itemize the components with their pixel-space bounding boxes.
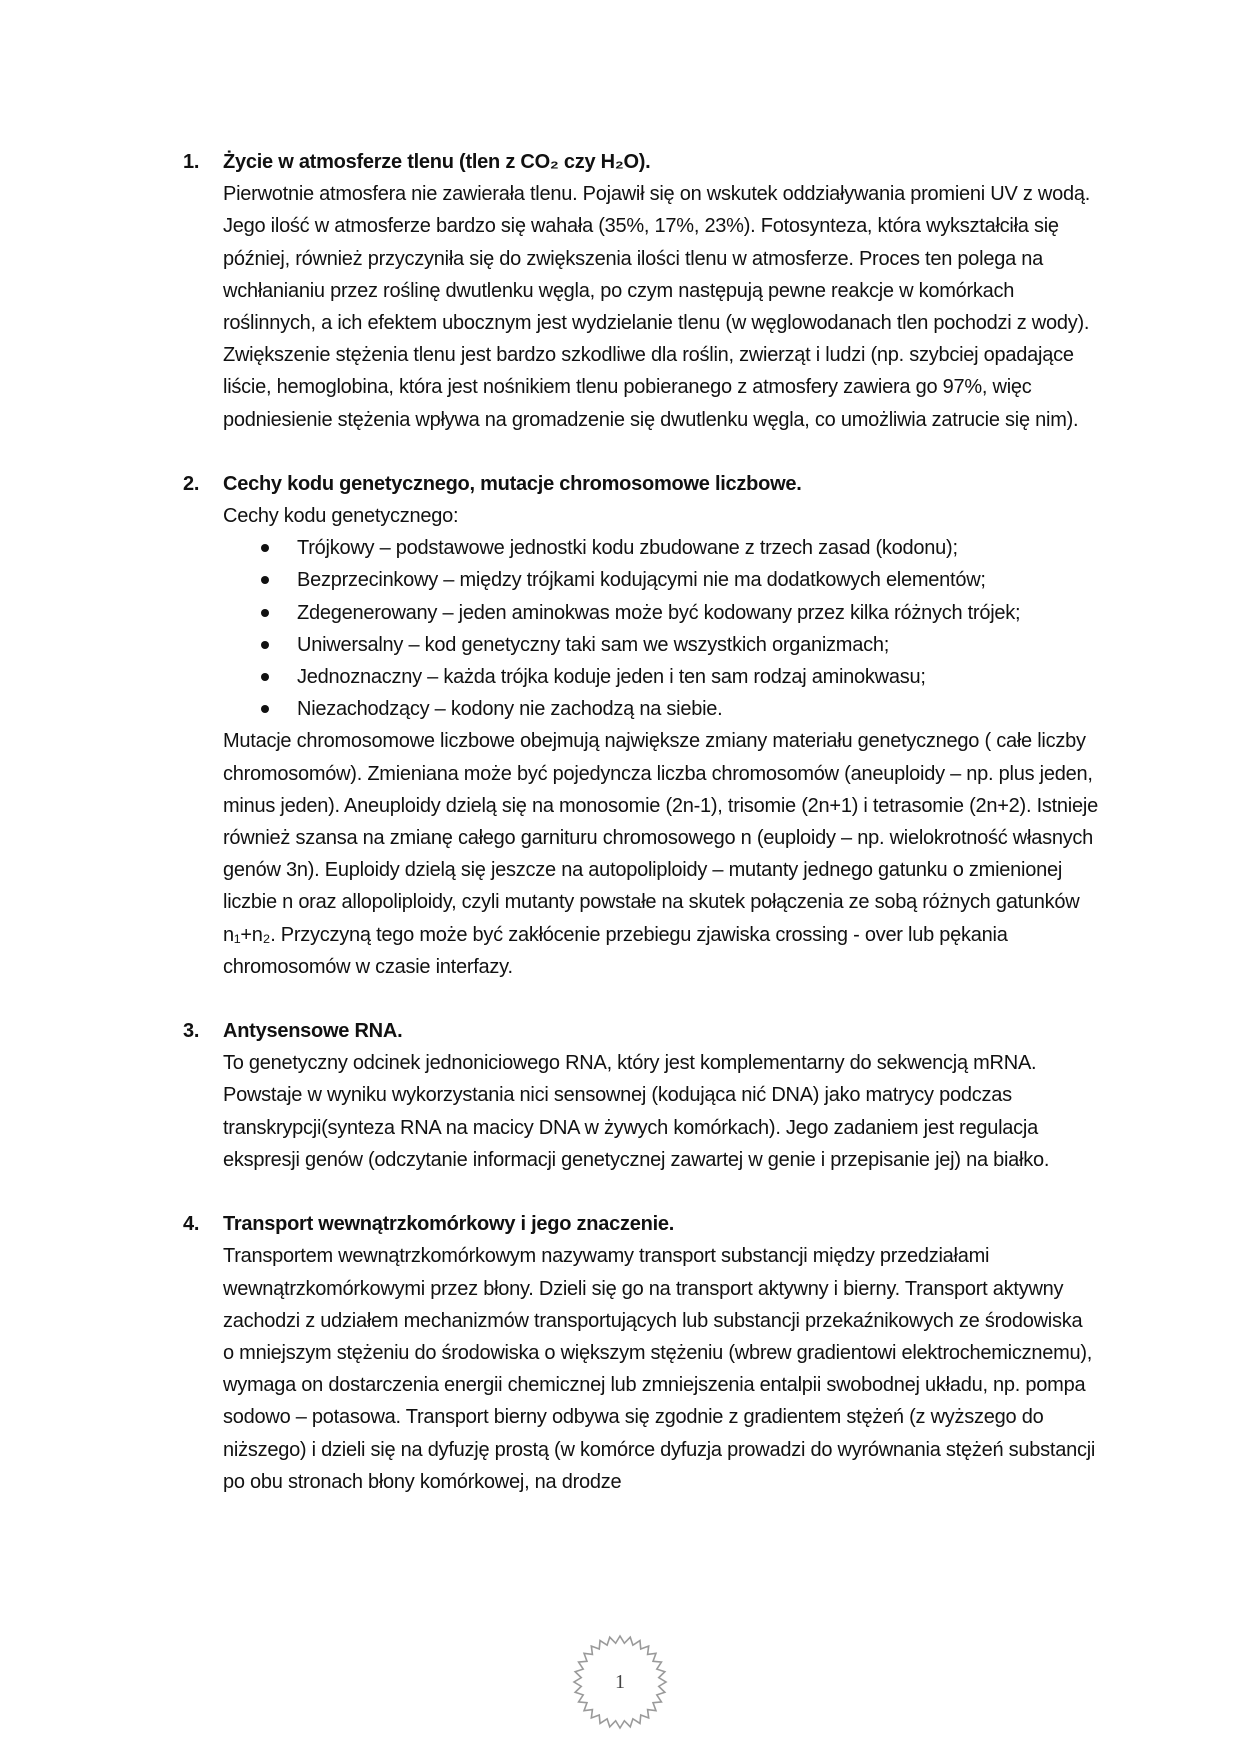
section-number: 3.: [183, 1020, 200, 1043]
list-item: [223, 532, 1098, 564]
section-title: Cechy kodu genetycznego, mutacje chromosomowe liczbowe.: [223, 472, 802, 495]
list-item-text: Trójkowy – podstawowe jednostki kodu zbudowane z trzech zasad (kodonu);: [297, 537, 958, 560]
section-2: [183, 468, 1098, 983]
section-3: [183, 1015, 1098, 1176]
genetic-code-features-list: [223, 532, 1098, 725]
section-body: [223, 1208, 1098, 1498]
list-item-text: Niezachodzący – kodony nie zachodzą na siebie.: [297, 698, 723, 721]
section-paragraph: Mutacje chromosomowe liczbowe obejmują największe zmiany materiału genetycznego ( całe liczby chromosomów). Zmieniana może być pojedyncza liczba chromosomów (aneuploidy – np. plus jeden, minus jeden). Aneuploidy dzielą się na monosomie (2n-1), trisomie (2n+1) i tetrasomie (2n+2). Istnieje również szansa na zmianę całego garnituru chromosowego n (euploidy – np. wielokrotność własnych genów 3n). Euploidy dzielą się jeszcze na autopoliploidy – mutanty jednego gatunku o zmienionej liczbie n oraz allopoliploidy, czyli mutanty powstałe na skutek połączenia ze sobą różnych gatunków n₁+n₂. Przyczyną tego może być zakłócenie przebiegu zjawiska crossing - over lub pękania chromosomów w czasie interfazy.: [223, 730, 1098, 978]
list-item: [223, 661, 1098, 693]
section-body: [223, 468, 1098, 983]
list-item: [223, 564, 1098, 596]
section-body: [223, 146, 1098, 436]
section-paragraph: Pierwotnie atmosfera nie zawierała tlenu. Pojawił się on wskutek oddziaływania promieni UV z wodą. Jego ilość w atmosferze bardzo się wahała (35%, 17%, 23%). Fotosynteza, która wykształciła się później, również przyczyniła się do zwiększenia ilości tlenu w atmosferze. Proces ten polega na wchłanianiu przez roślinę dwutlenku węgla, po czym następują pewne reakcje w komórkach roślinnych, a ich efektem ubocznym jest wydzielanie tlenu (w węglowodanach tlen pochodzi z wody). Zwiększenie stężenia tlenu jest bardzo szkodliwe dla roślin, zwierząt i ludzi (np. szybciej opadające liście, hemoglobina, która jest nośnikiem tlenu pobieranego z atmosfery zawiera go 97%, więc podniesienie stężenia wpływa na gromadzenie się dwutlenku węgla, co umożliwia zatrucie się nim).: [223, 183, 1091, 431]
list-item: [223, 629, 1098, 661]
bullet-icon: [261, 705, 269, 713]
list-item-text: Uniwersalny – kod genetyczny taki sam we wszystkich organizmach;: [297, 633, 890, 656]
section-title: Antysensowe RNA.: [223, 1020, 403, 1043]
section-paragraph: To genetyczny odcinek jednoniciowego RNA, który jest komplementarny do sekwencją mRNA. Powstaje w wyniku wykorzystania nici sensownej (kodująca nić DNA) jako matrycy podczas transkrypcji(synteza RNA na macicy DNA w żywych komórkach). Jego zadaniem jest regulacja ekspresji genów (odczytanie informacji genetycznej zawartej w genie i przepisanie jej) na białko.: [223, 1052, 1050, 1171]
list-item-text: Zdegenerowany – jeden aminokwas może być kodowany przez kilka różnych trójek;: [297, 601, 1021, 624]
bullet-icon: [261, 544, 269, 552]
section-title: Transport wewnątrzkomórkowy i jego znaczenie.: [223, 1213, 675, 1236]
bullet-icon: [261, 609, 269, 617]
document-content: [183, 146, 1098, 1530]
section-body: [223, 1015, 1098, 1176]
section-intro: Cechy kodu genetycznego:: [223, 505, 459, 528]
page-number-badge: [570, 1632, 670, 1732]
bullet-icon: [261, 576, 269, 584]
section-number: 4.: [183, 1213, 200, 1236]
list-item: [223, 597, 1098, 629]
list-item: [223, 693, 1098, 725]
section-number: 1.: [183, 151, 200, 173]
bullet-icon: [261, 673, 269, 681]
section-number: 2.: [183, 472, 200, 495]
list-item-text: Bezprzecinkowy – między trójkami kodującymi nie ma dodatkowych elementów;: [297, 569, 986, 592]
bullet-icon: [261, 641, 269, 649]
section-title: Życie w atmosferze tlenu (tlen z CO₂ czy H₂O).: [223, 151, 651, 173]
list-item-text: Jednoznaczny – każda trójka koduje jeden i ten sam rodzaj aminokwasu;: [297, 666, 926, 689]
section-4: [183, 1208, 1098, 1498]
page-number: 1: [615, 1671, 625, 1693]
section-1: [183, 146, 1098, 436]
section-paragraph: Transportem wewnątrzkomórkowym nazywamy transport substancji między przedziałami wewnątrzkomórkowymi przez błony. Dzieli się go na transport aktywny i bierny. Transport aktywny zachodzi z udziałem mechanizmów transportujących lub substancji przekaźnikowych ze środowiska o mniejszym stężeniu do środowiska o większym stężeniu (wbrew gradientowi elektrochemicznemu), wymaga on dostarczenia energii chemicznej lub zmniejszenia entalpii swobodnej układu, np. pompa sodowo – potasowa. Transport bierny odbywa się zgodnie z gradientem stężeń (z wyższego do niższego) i dzieli się na dyfuzję prostą (w komórce dyfuzja prowadzi do wyrównania stężeń substancji po obu stronach błony komórkowej, na drodze: [223, 1245, 1096, 1493]
